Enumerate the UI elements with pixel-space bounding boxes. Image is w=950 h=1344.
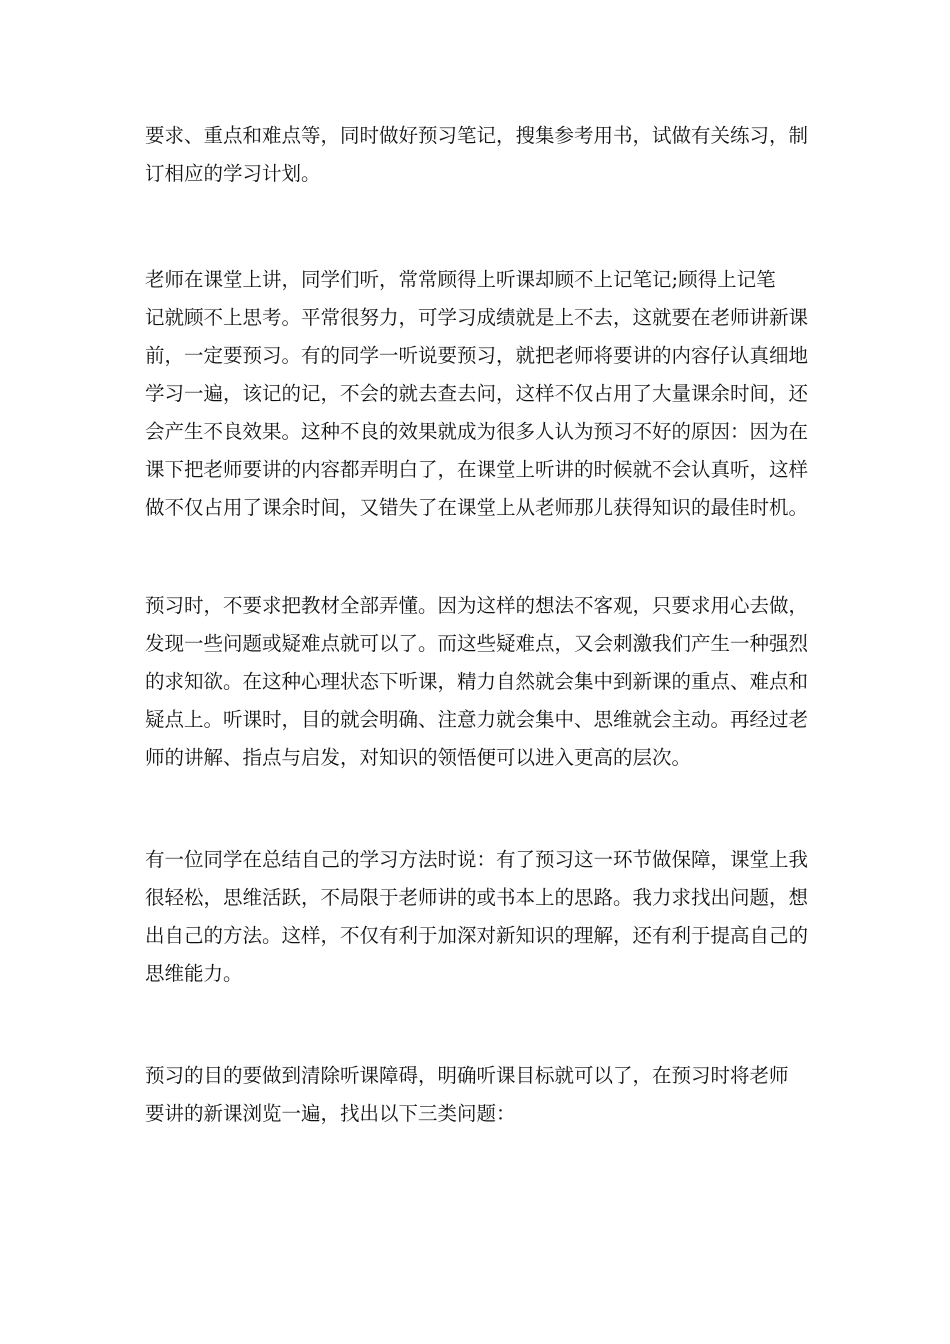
paragraph-line: 预习时，不要求把教材全部弄懂。因为这样的想法不客观，只要求用心去做， xyxy=(145,594,809,617)
paragraph-3 xyxy=(145,587,809,777)
paragraph-4 xyxy=(145,841,809,993)
paragraph-line: 会产生不良效果。这种不良的效果就成为很多人认为预习不好的原因：因为在 xyxy=(145,420,809,443)
paragraph-line: 课下把老师要讲的内容都弄明白了，在课堂上听讲的时候就不会认真听，这样 xyxy=(145,458,809,481)
paragraph-line: 预习的目的要做到清除听课障碍，明确听课目标就可以了，在预习时将老师 xyxy=(145,1064,789,1087)
paragraph-5 xyxy=(145,1057,805,1133)
paragraph-line: 出自己的方法。这样，不仅有利于加深对新知识的理解，还有利于提高自己的 xyxy=(145,924,809,947)
paragraph-line: 要讲的新课浏览一遍，找出以下三类问题： xyxy=(145,1102,516,1125)
paragraph-line: 的求知欲。在这种心理状态下听课，精力自然就会集中到新课的重点、难点和 xyxy=(145,670,809,693)
paragraph-line: 要求、重点和难点等，同时做好预习笔记，搜集参考用书，试做有关练习，制 xyxy=(145,124,809,147)
paragraph-line: 订相应的学习计划。 xyxy=(145,162,321,185)
paragraph-line: 疑点上。听课时，目的就会明确、注意力就会集中、思维就会主动。再经过老 xyxy=(145,708,809,731)
paragraph-line: 师的讲解、指点与启发，对知识的领悟便可以进入更高的层次。 xyxy=(145,746,692,769)
paragraph-line: 思维能力。 xyxy=(145,962,243,985)
paragraph-line: 老师在课堂上讲，同学们听，常常顾得上听课却顾不上记笔记;顾得上记笔 xyxy=(145,268,776,291)
paragraph-line: 记就顾不上思考。平常很努力，可学习成绩就是上不去，这就要在老师讲新课 xyxy=(145,306,809,329)
paragraph-line: 学习一遍，该记的记，不会的就去查去问，这样不仅占用了大量课余时间，还 xyxy=(145,382,809,405)
paragraph-2 xyxy=(145,261,809,527)
paragraph-1 xyxy=(145,117,809,193)
paragraph-line: 做不仅占用了课余时间，又错失了在课堂上从老师那儿获得知识的最佳时机。 xyxy=(145,496,809,519)
paragraph-line: 前，一定要预习。有的同学一听说要预习，就把老师将要讲的内容仔认真细地 xyxy=(145,344,809,367)
paragraph-line: 发现一些问题或疑难点就可以了。而这些疑难点，又会刺激我们产生一种强烈 xyxy=(145,632,809,655)
paragraph-line: 很轻松，思维活跃，不局限于老师讲的或书本上的思路。我力求找出问题，想 xyxy=(145,886,809,909)
paragraph-line: 有一位同学在总结自己的学习方法时说：有了预习这一环节做保障，课堂上我 xyxy=(145,848,809,871)
